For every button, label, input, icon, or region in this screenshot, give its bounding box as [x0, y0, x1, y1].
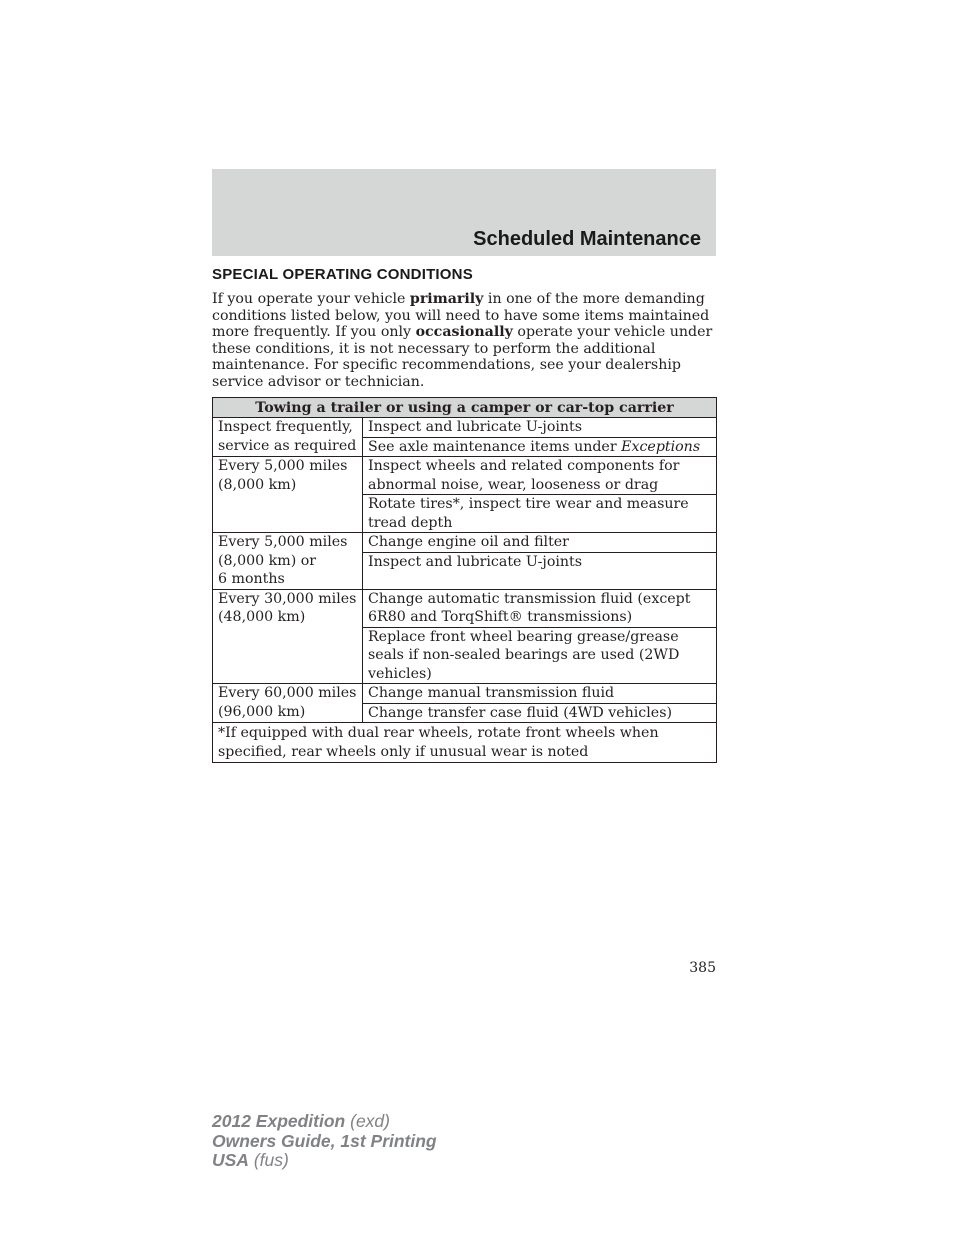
- intro-paragraph: If you operate your vehicle primarily in one of the more demanding conditions listed below, you will need to have some items maintained more frequently. If you only occasionally operate your vehicle under these conditions, it is not necessary to perform the additional maintenance. For specific recommendations, see your dealership service advisor or technician.: [212, 291, 713, 390]
- maintenance-table: [212, 397, 717, 763]
- interval-cell: Every 60,000 miles (96,000 km): [213, 684, 363, 723]
- task-cell: See axle maintenance items under Exceptions: [363, 437, 717, 457]
- task-cell: Change transfer case fluid (4WD vehicles): [363, 703, 717, 723]
- interval-cell: Every 5,000 miles (8,000 km) or 6 months: [213, 533, 363, 590]
- task-cell: Replace front wheel bearing grease/grease seals if non-sealed bearings are used (2WD vehicles): [363, 627, 717, 684]
- document-footer: 2012 Expedition (exd) Owners Guide, 1st Printing USA (fus): [212, 1111, 437, 1170]
- task-cell: Rotate tires*, inspect tire wear and measure tread depth: [363, 495, 717, 533]
- interval-cell: Every 5,000 miles (8,000 km): [213, 457, 363, 533]
- emphasis-primarily: primarily: [409, 291, 484, 307]
- page-number: 385: [689, 960, 716, 976]
- interval-cell: Every 30,000 miles (48,000 km): [213, 589, 363, 684]
- section-heading: SPECIAL OPERATING CONDITIONS: [212, 266, 473, 283]
- task-cell: Change automatic transmission fluid (except 6R80 and TorqShift® transmissions): [363, 589, 717, 627]
- table-footnote: *If equipped with dual rear wheels, rotate front wheels when specified, rear wheels only if unusual wear is noted: [213, 723, 717, 763]
- exceptions-reference: Exceptions: [621, 438, 701, 455]
- task-cell: Inspect wheels and related components for abnormal noise, wear, looseness or drag: [363, 457, 717, 495]
- task-cell: Inspect and lubricate U-joints: [363, 552, 717, 589]
- task-cell: Change engine oil and filter: [363, 533, 717, 553]
- section-header-band: [212, 169, 716, 256]
- page-section-title: Scheduled Maintenance: [473, 228, 701, 250]
- task-cell: Change manual transmission fluid: [363, 684, 717, 704]
- emphasis-occasionally: occasionally: [415, 324, 513, 340]
- task-cell: Inspect and lubricate U-joints: [363, 418, 717, 438]
- table-title: Towing a trailer or using a camper or car-top carrier: [213, 398, 717, 418]
- interval-cell: Inspect frequently, service as required: [213, 418, 363, 457]
